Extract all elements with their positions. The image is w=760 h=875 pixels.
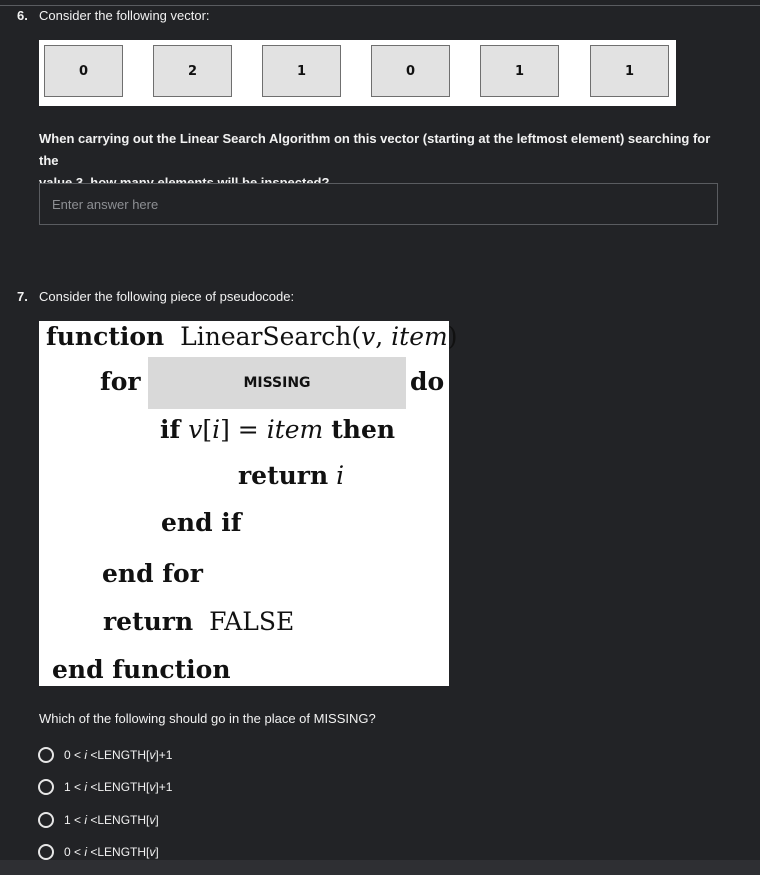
option-label: 0 < i <LENGTH[v]+1 xyxy=(64,748,173,762)
vector-cell: 0 xyxy=(371,45,450,97)
question-6-prompt: Consider the following vector: xyxy=(39,8,210,23)
radio-button[interactable] xyxy=(38,844,54,860)
option-label: 1 < i <LENGTH[v] xyxy=(64,813,159,827)
vector-cell: 2 xyxy=(153,45,232,97)
code-end-for: end for xyxy=(102,559,203,588)
code-punct: ) xyxy=(447,322,458,351)
code-keyword-do: do xyxy=(410,367,445,396)
code-var: i xyxy=(212,415,221,444)
radio-button[interactable] xyxy=(38,747,54,763)
code-punct: , xyxy=(375,322,392,351)
code-if-line xyxy=(160,415,395,444)
question-7-number: 7. xyxy=(17,289,28,304)
option-4[interactable] xyxy=(38,842,159,862)
code-punct: ] = xyxy=(220,415,267,444)
option-3[interactable] xyxy=(38,810,159,830)
code-value: FALSE xyxy=(209,607,295,636)
question-6-text-line1: When carrying out the Linear Search Algorithm on this vector (starting at the leftmost element) searching for the xyxy=(39,131,711,168)
missing-placeholder: MISSING xyxy=(148,357,406,409)
vector-cell: 0 xyxy=(44,45,123,97)
code-keyword: then xyxy=(331,415,396,444)
bottom-bar xyxy=(0,860,760,875)
code-end-function: end function xyxy=(52,655,231,684)
code-function-name: LinearSearch( xyxy=(180,322,362,351)
question-6-number: 6. xyxy=(17,8,28,23)
vector-image xyxy=(39,40,676,106)
radio-button[interactable] xyxy=(38,812,54,828)
code-arg: v xyxy=(361,322,376,351)
top-divider xyxy=(0,5,760,6)
code-var: i xyxy=(336,461,345,490)
vector-cell: 1 xyxy=(480,45,559,97)
code-return-false-line xyxy=(103,607,294,636)
answer-field[interactable] xyxy=(39,183,718,225)
option-label: 1 < i <LENGTH[v]+1 xyxy=(64,780,173,794)
code-keyword-for: for xyxy=(100,367,141,396)
option-1[interactable] xyxy=(38,745,172,765)
code-var: item xyxy=(266,415,324,444)
answer-input[interactable] xyxy=(40,184,717,224)
question-7-text: Which of the following should go in the place of MISSING? xyxy=(39,711,376,726)
code-keyword: function xyxy=(46,322,165,351)
pseudocode-image xyxy=(39,321,458,686)
question-7-prompt: Consider the following piece of pseudocode: xyxy=(39,289,295,304)
option-2[interactable] xyxy=(38,777,172,797)
code-keyword: return xyxy=(238,461,329,490)
code-var: v xyxy=(188,415,203,444)
code-end-if: end if xyxy=(161,508,242,537)
option-label: 0 < i <LENGTH[v] xyxy=(64,845,159,859)
code-punct: [ xyxy=(202,415,213,444)
code-return-i-line xyxy=(238,461,344,490)
code-arg: item xyxy=(391,322,448,351)
code-function-line xyxy=(46,322,457,351)
code-keyword: if xyxy=(160,415,181,444)
vector-cell: 1 xyxy=(262,45,341,97)
vector-cell: 1 xyxy=(590,45,669,97)
code-keyword: return xyxy=(103,607,194,636)
radio-button[interactable] xyxy=(38,779,54,795)
